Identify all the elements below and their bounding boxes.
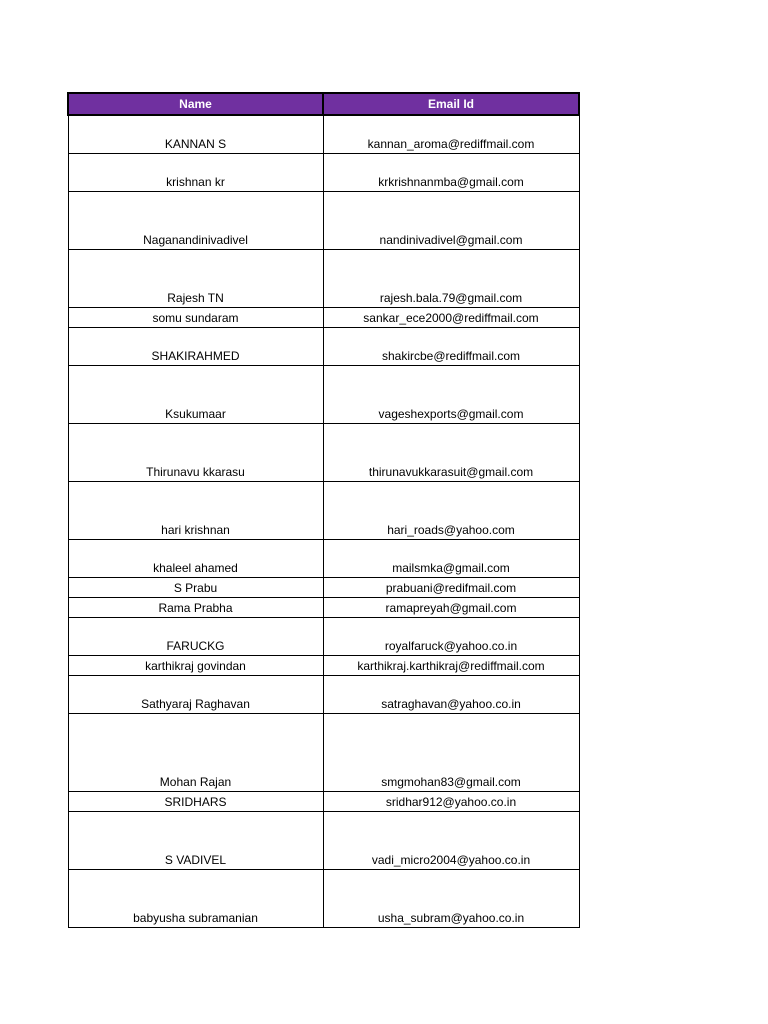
email-cell: usha_subram@yahoo.co.in: [323, 870, 579, 928]
email-cell: sankar_ece2000@rediffmail.com: [323, 308, 579, 328]
table-row: [68, 812, 579, 870]
name-cell: KANNAN S: [68, 115, 323, 154]
name-cell: hari krishnan: [68, 482, 323, 540]
email-cell: nandinivadivel@gmail.com: [323, 192, 579, 250]
name-cell: babyusha subramanian: [68, 870, 323, 928]
table-row: [68, 792, 579, 812]
email-cell: vageshexports@gmail.com: [323, 366, 579, 424]
name-cell: krishnan kr: [68, 154, 323, 192]
email-cell: krkrishnanmba@gmail.com: [323, 154, 579, 192]
name-cell: FARUCKG: [68, 618, 323, 656]
email-cell: mailsmka@gmail.com: [323, 540, 579, 578]
email-column-header: Email Id: [323, 93, 579, 115]
table-row: [68, 250, 579, 308]
table-row: [68, 676, 579, 714]
header-row: [68, 93, 579, 115]
email-cell: smgmohan83@gmail.com: [323, 714, 579, 792]
name-cell: Thirunavu kkarasu: [68, 424, 323, 482]
table-row: [68, 714, 579, 792]
table-row: [68, 598, 579, 618]
name-cell: Rajesh TN: [68, 250, 323, 308]
name-cell: Rama Prabha: [68, 598, 323, 618]
table-row: [68, 618, 579, 656]
name-cell: somu sundaram: [68, 308, 323, 328]
table-row: [68, 115, 579, 154]
name-cell: SRIDHARS: [68, 792, 323, 812]
name-cell: Sathyaraj Raghavan: [68, 676, 323, 714]
table-row: [68, 154, 579, 192]
name-column-header: Name: [68, 93, 323, 115]
table-row: [68, 540, 579, 578]
name-cell: S Prabu: [68, 578, 323, 598]
spreadsheet-page: [67, 92, 578, 928]
name-cell: S VADIVEL: [68, 812, 323, 870]
email-cell: hari_roads@yahoo.com: [323, 482, 579, 540]
email-cell: shakircbe@rediffmail.com: [323, 328, 579, 366]
table-row: [68, 870, 579, 928]
contact-table: [67, 92, 580, 928]
table-row: [68, 192, 579, 250]
table-row: [68, 482, 579, 540]
table-row: [68, 578, 579, 598]
table-row: [68, 424, 579, 482]
email-cell: sridhar912@yahoo.co.in: [323, 792, 579, 812]
table-row: [68, 366, 579, 424]
name-cell: Naganandinivadivel: [68, 192, 323, 250]
name-cell: khaleel ahamed: [68, 540, 323, 578]
email-cell: prabuani@redifmail.com: [323, 578, 579, 598]
email-cell: royalfaruck@yahoo.co.in: [323, 618, 579, 656]
name-cell: SHAKIRAHMED: [68, 328, 323, 366]
name-cell: karthikraj govindan: [68, 656, 323, 676]
email-cell: ramapreyah@gmail.com: [323, 598, 579, 618]
name-cell: Mohan Rajan: [68, 714, 323, 792]
email-cell: satraghavan@yahoo.co.in: [323, 676, 579, 714]
email-cell: vadi_micro2004@yahoo.co.in: [323, 812, 579, 870]
table-row: [68, 656, 579, 676]
email-cell: kannan_aroma@rediffmail.com: [323, 115, 579, 154]
email-cell: thirunavukkarasuit@gmail.com: [323, 424, 579, 482]
table-row: [68, 328, 579, 366]
table-row: [68, 308, 579, 328]
email-cell: rajesh.bala.79@gmail.com: [323, 250, 579, 308]
name-cell: Ksukumaar: [68, 366, 323, 424]
email-cell: karthikraj.karthikraj@rediffmail.com: [323, 656, 579, 676]
